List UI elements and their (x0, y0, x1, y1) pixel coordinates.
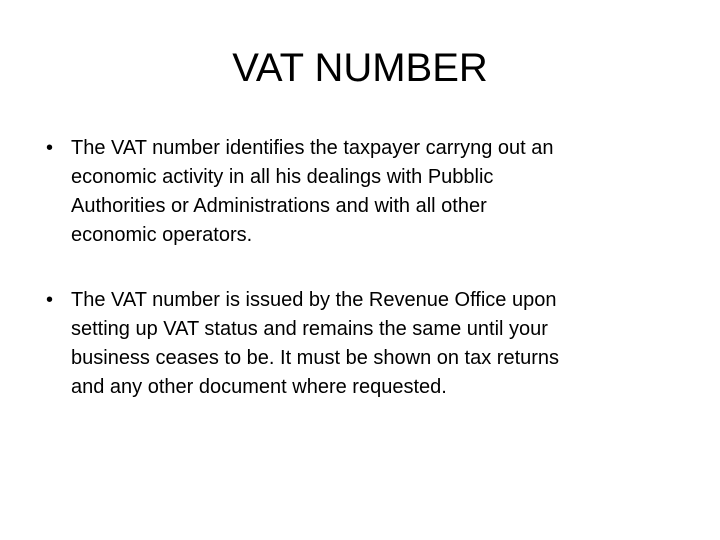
bullet-line: setting up VAT status and remains the same until your (71, 318, 548, 340)
slide-title: VAT NUMBER (232, 46, 488, 90)
bullet-line: business ceases to be. It must be shown on tax returns (71, 347, 560, 369)
bullet-text (71, 134, 691, 250)
bullet-icon: • (46, 289, 54, 311)
bullet-icon: • (46, 137, 54, 159)
bullet-line: and any other document where requested. (71, 376, 447, 398)
bullet-line: Authorities or Administrations and with all other (71, 195, 487, 217)
bullet-line: economic activity in all his dealings with Pubblic (71, 166, 494, 188)
bullet-line: The VAT number identifies the taxpayer carryng out an (71, 137, 554, 159)
bullet-text (71, 286, 691, 402)
bullet-line: economic operators. (71, 224, 253, 246)
bullet-line: The VAT number is issued by the Revenue Office upon (71, 289, 557, 311)
